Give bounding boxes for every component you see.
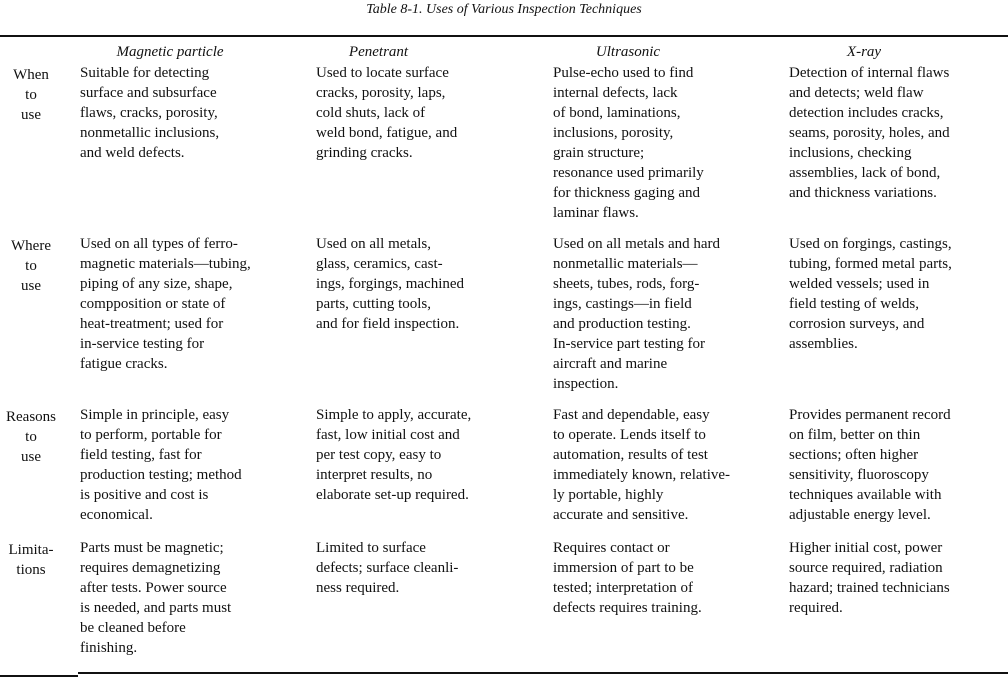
table-caption: Table 8-1. Uses of Various Inspection Techniques xyxy=(366,2,642,17)
cell-reasons-magnetic-particle: Simple in principle, easy to perform, portable for field testing, fast for production testing; method is positive and cost is economical. xyxy=(80,407,242,523)
cell-reasons-ultrasonic: Fast and dependable, easy to operate. Lends itself to automation, results of test immediately known, relative- ly portable, highly accurate and sensitive. xyxy=(553,407,731,523)
row-label-line: use xyxy=(21,107,41,123)
column-header-penetrant: Penetrant xyxy=(348,44,409,60)
row-label-line: to xyxy=(25,258,37,274)
row-label-where-to-use xyxy=(0,236,62,296)
cell-limitations-x-ray: Higher initial cost, power source required, radiation hazard; trained technicians required. xyxy=(789,540,950,616)
cell-limitations-penetrant: Limited to surface defects; surface cleanli- ness required. xyxy=(316,540,459,596)
row-label-line: tions xyxy=(16,562,46,578)
cell-when-magnetic-particle: Suitable for detecting surface and subsurface flaws, cracks, porosity, nonmetallic inclusions, and weld defects. xyxy=(80,65,220,161)
cell-where-magnetic-particle: Used on all types of ferro- magnetic materials—tubing, piping of any size, shape, compposition or state of heat-treatment; used for in-service testing for fatigue cracks. xyxy=(80,236,251,372)
top-rule xyxy=(0,35,1008,37)
column-header-ultrasonic: Ultrasonic xyxy=(595,44,661,60)
row-label-line: to xyxy=(25,429,37,445)
cell-limitations-ultrasonic: Requires contact or immersion of part to be tested; interpretation of defects requires training. xyxy=(553,540,702,616)
bottom-rule xyxy=(78,672,1008,674)
row-label-line: to xyxy=(25,87,37,103)
row-label-line: use xyxy=(21,449,41,465)
row-label-reasons-to-use xyxy=(0,407,62,467)
cell-limitations-magnetic-particle: Parts must be magnetic; requires demagnetizing after tests. Power source is needed, and parts must be cleaned before finishing. xyxy=(80,540,232,656)
cell-reasons-x-ray: Provides permanent record on film, better on thin sections; often higher sensitivity, fluoroscopy techniques available with adjustable energy level. xyxy=(789,407,951,523)
cell-when-penetrant: Used to locate surface cracks, porosity, laps, cold shuts, lack of weld bond, fatigue, and grinding cracks. xyxy=(316,65,458,161)
cell-where-ultrasonic: Used on all metals and hard nonmetallic materials— sheets, tubes, rods, forg- ings, castings—in field and production testing. In-service part testing for aircraft and marine inspection. xyxy=(553,236,721,392)
row-label-line: Reasons xyxy=(6,409,56,425)
cell-reasons-penetrant: Simple to apply, accurate, fast, low initial cost and per test copy, easy to interpret results, no elaborate set-up required. xyxy=(316,407,472,503)
cell-where-x-ray: Used on forgings, castings, tubing, formed metal parts, welded vessels; used in field testing of welds, corrosion surveys, and assemblies. xyxy=(789,236,952,352)
cell-when-x-ray: Detection of internal flaws and detects; weld flaw detection includes cracks, seams, porosity, holes, and inclusions, checking assemblies, lack of bond, and thickness variations. xyxy=(789,65,950,201)
bottom-rule-stub xyxy=(0,675,78,677)
cell-when-ultrasonic: Pulse-echo used to find internal defects, lack of bond, laminations, inclusions, porosity, grain structure; resonance used primarily for thickness gaging and laminar flaws. xyxy=(553,65,704,221)
row-label-line: Where xyxy=(11,238,51,254)
column-header-magnetic-particle: Magnetic particle xyxy=(116,44,224,60)
row-label-line: Limita- xyxy=(8,542,54,558)
cell-where-penetrant: Used on all metals, glass, ceramics, cast- ings, forgings, machined parts, cutting tools, and for field inspection. xyxy=(316,236,465,332)
row-label-line: use xyxy=(21,278,41,294)
column-header-x-ray: X-ray xyxy=(846,44,882,60)
row-label-when-to-use xyxy=(0,65,62,125)
row-label-line: When xyxy=(13,67,49,83)
row-label-limitations xyxy=(0,540,62,580)
